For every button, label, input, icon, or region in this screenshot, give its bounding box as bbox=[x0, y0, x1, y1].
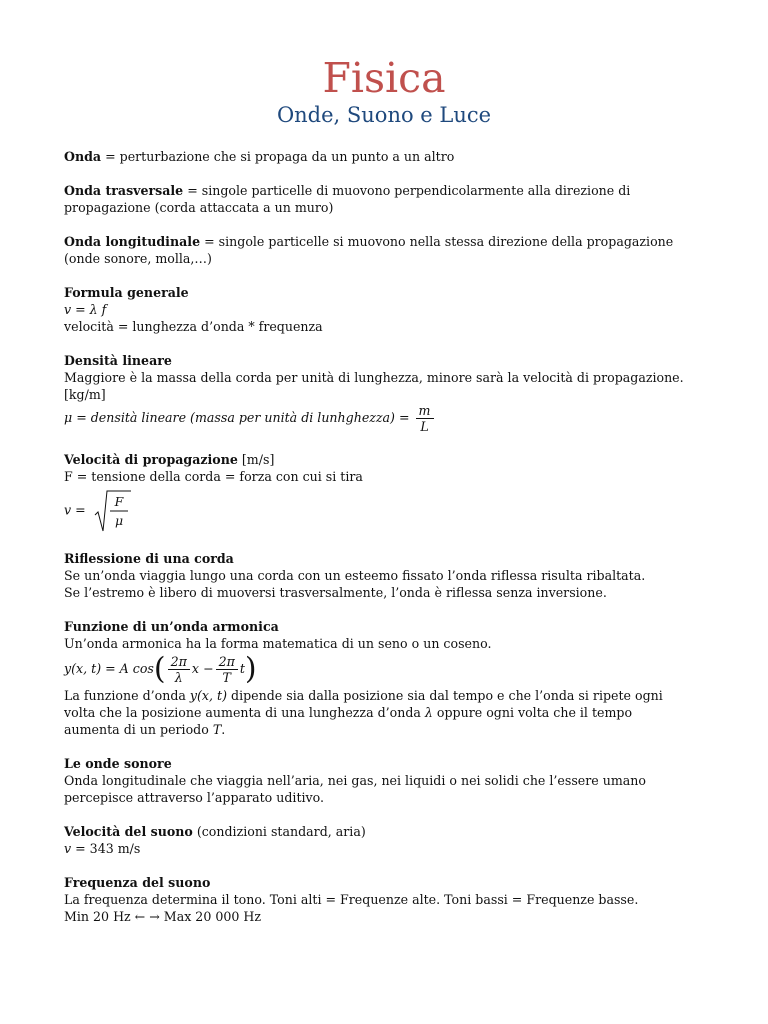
term-onda-longitudinale: Onda longitudinale bbox=[64, 234, 201, 249]
heading-note: (condizioni standard, aria) bbox=[192, 824, 366, 839]
equation-sound-speed bbox=[64, 840, 724, 857]
paragraph-line: F = tensione della corda = forza con cui si tira bbox=[64, 469, 363, 484]
paragraph-line bbox=[64, 704, 724, 721]
inline-math: y(x, t) bbox=[189, 688, 228, 703]
fraction-numerator: F bbox=[114, 494, 124, 509]
paragraph-line bbox=[64, 721, 724, 738]
section-heading: Riflessione di una corda bbox=[64, 551, 234, 566]
section-frequenza-suono bbox=[64, 874, 724, 925]
equation-middle: x − bbox=[191, 661, 214, 676]
paragraph-line: La frequenza determina il tono. Toni alti = Frequenze alte. Toni bassi = Frequenze basse. bbox=[64, 892, 639, 907]
text-run: . bbox=[221, 722, 226, 737]
document-subtitle: Onde, Suono e Luce bbox=[276, 103, 492, 127]
section-onde-sonore bbox=[64, 755, 724, 806]
equation-linear-density bbox=[64, 403, 724, 434]
section-onda-armonica bbox=[64, 618, 724, 738]
equation-left: v = bbox=[64, 502, 86, 518]
text-run: oppure ogni volta che il tempo bbox=[432, 705, 633, 720]
fraction-denominator: μ bbox=[114, 513, 123, 528]
text-run: dipende sia dalla posizione sia dal tempo e che l’onda si ripete ogni bbox=[227, 688, 663, 703]
paragraph-line: Maggiore è la massa della corda per unità di lunghezza, minore sarà la velocità di propagazione. bbox=[64, 370, 684, 385]
inline-math: T bbox=[212, 722, 222, 737]
fraction-numerator: 2π bbox=[216, 654, 238, 670]
fraction-denominator: T bbox=[222, 670, 231, 685]
inline-math: v bbox=[64, 841, 72, 856]
paren-open: ( bbox=[153, 651, 166, 687]
equation-left: y(x, t) = A cos bbox=[64, 661, 154, 676]
definition-line: = singole particelle di muovono perpendicolarmente alla direzione di bbox=[183, 183, 631, 198]
definition-line: (onde sonore, molla,…) bbox=[64, 251, 212, 266]
equation-wave-speed: v = λ f bbox=[64, 302, 107, 317]
fraction bbox=[216, 654, 238, 685]
equation-tail: t bbox=[239, 661, 245, 676]
paragraph-line: Un’onda armonica ha la forma matematica di un seno o un coseno. bbox=[64, 636, 492, 651]
section-heading: Densità lineare bbox=[64, 353, 172, 368]
fraction-numerator: m bbox=[416, 403, 434, 419]
equation-harmonic-wave bbox=[64, 651, 724, 687]
section-heading: Le onde sonore bbox=[64, 756, 172, 771]
section-heading: Funzione di un’onda armonica bbox=[64, 619, 279, 634]
section-velocita-suono bbox=[64, 823, 724, 857]
square-root-icon bbox=[94, 489, 132, 533]
fraction-numerator: 2π bbox=[168, 654, 190, 670]
document-title: Fisica bbox=[322, 54, 446, 102]
definition-line: = singole particelle si muovono nella stessa direzione della propagazione bbox=[200, 234, 674, 249]
section-heading: Frequenza del suono bbox=[64, 875, 211, 890]
text-run: aumenta di un periodo bbox=[64, 722, 213, 737]
paren-close: ) bbox=[244, 651, 257, 687]
fraction bbox=[168, 654, 190, 685]
section-onda-trasversale bbox=[64, 182, 724, 216]
inline-math: λ bbox=[424, 705, 433, 720]
document-body bbox=[64, 148, 724, 942]
paragraph-line: percepisce attraverso l’apparato uditivo. bbox=[64, 790, 325, 805]
text-run: La funzione d’onda bbox=[64, 688, 190, 703]
paragraph-line: Se un’onda viaggia lungo una corda con un esteemo fissato l’onda riflessa risulta ribaltata. bbox=[64, 568, 646, 583]
text-run: = 343 m/s bbox=[71, 841, 141, 856]
equation-propagation-speed bbox=[64, 489, 724, 533]
paragraph-line bbox=[64, 687, 724, 704]
section-heading: Formula generale bbox=[64, 285, 189, 300]
fraction bbox=[416, 403, 434, 434]
square-root bbox=[94, 489, 132, 533]
unit-label: [kg/m] bbox=[64, 387, 106, 402]
text-run: volta che la posizione aumenta di una lunghezza d’onda bbox=[64, 705, 425, 720]
frequency-range: Min 20 Hz ← → Max 20 000 Hz bbox=[64, 909, 261, 924]
section-onda bbox=[64, 148, 724, 165]
section-densita-lineare bbox=[64, 352, 724, 434]
section-riflessione bbox=[64, 550, 724, 601]
section-velocita-propagazione bbox=[64, 451, 724, 533]
section-heading: Velocità del suono bbox=[64, 824, 193, 839]
section-formula-generale bbox=[64, 284, 724, 335]
section-heading: Velocità di propagazione bbox=[64, 452, 238, 467]
term-onda-trasversale: Onda trasversale bbox=[64, 183, 184, 198]
fraction-denominator: L bbox=[420, 419, 429, 434]
definition-line: propagazione (corda attaccata a un muro) bbox=[64, 200, 334, 215]
equation-left: μ = densità lineare (massa per unità di lunhghezza) = bbox=[64, 410, 410, 425]
section-onda-longitudinale bbox=[64, 233, 724, 267]
paragraph-line: Onda longitudinale che viaggia nell’aria, nei gas, nei liquidi o nei solidi che l’essere umano bbox=[64, 773, 646, 788]
fraction-denominator: λ bbox=[174, 670, 183, 685]
paragraph-line: Se l’estremo è libero di muoversi trasversalmente, l’onda è riflessa senza inversione. bbox=[64, 585, 607, 600]
term-onda: Onda bbox=[64, 149, 102, 164]
unit-label: [m/s] bbox=[237, 452, 275, 467]
definition-onda: = perturbazione che si propaga da un punto a un altro bbox=[101, 149, 455, 164]
equation-description: velocità = lunghezza d’onda * frequenza bbox=[64, 319, 323, 334]
